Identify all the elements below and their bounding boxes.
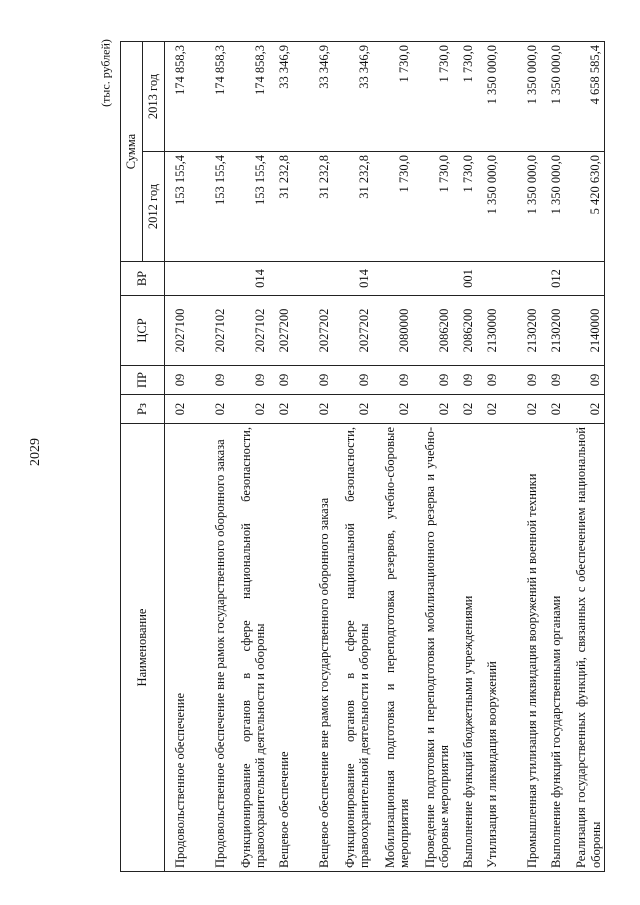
row-2013: 174 858,3 (189, 42, 229, 152)
header-2013: 2013 год (143, 42, 165, 152)
row-2013: 1 350 000,0 (477, 42, 501, 152)
row-rz: 02 (165, 395, 189, 424)
row-csr: 2027102 (189, 296, 229, 366)
row-name: Проведение подготовки и переподготовки мобилизационного резерва и учебно-сборовые мероприятия (413, 424, 453, 872)
units-label: (тыс. рублей) (98, 39, 113, 107)
table-row (165, 42, 189, 872)
table-row (501, 42, 541, 872)
row-pr: 09 (565, 366, 605, 395)
row-rz: 02 (453, 395, 477, 424)
row-pr: 09 (229, 366, 269, 395)
row-pr: 09 (453, 366, 477, 395)
table-row (333, 42, 373, 872)
row-2013: 1 730,0 (373, 42, 413, 152)
row-vr (373, 262, 413, 296)
row-vr (293, 262, 333, 296)
row-csr: 2027202 (293, 296, 333, 366)
row-pr: 09 (165, 366, 189, 395)
row-2012: 1 730,0 (453, 152, 477, 262)
row-rz: 02 (189, 395, 229, 424)
row-rz: 02 (565, 395, 605, 424)
header-csr: ЦСР (121, 296, 165, 366)
budget-table (120, 41, 605, 872)
row-2012: 31 232,8 (269, 152, 293, 262)
row-rz: 02 (413, 395, 453, 424)
row-rz: 02 (293, 395, 333, 424)
row-name: Продовольственное обеспечение вне рамок государственного оборонного заказа (189, 424, 229, 872)
row-pr: 09 (373, 366, 413, 395)
row-csr: 2130000 (477, 296, 501, 366)
table-row (453, 42, 477, 872)
row-pr: 09 (269, 366, 293, 395)
row-vr (501, 262, 541, 296)
row-2013: 174 858,3 (229, 42, 269, 152)
row-name: Вещевое обеспечение вне рамок государственного оборонного заказа (293, 424, 333, 872)
row-2013: 174 858,3 (165, 42, 189, 152)
row-vr (269, 262, 293, 296)
row-vr: 014 (229, 262, 269, 296)
row-2012: 31 232,8 (293, 152, 333, 262)
row-2012: 153 155,4 (189, 152, 229, 262)
row-2013: 1 350 000,0 (541, 42, 565, 152)
row-vr (413, 262, 453, 296)
row-2012: 31 232,8 (333, 152, 373, 262)
row-2012: 1 350 000,0 (477, 152, 501, 262)
page-number: 2029 (28, 438, 43, 466)
row-name: Вещевое обеспечение (269, 424, 293, 872)
header-pr: ПР (121, 366, 165, 395)
row-pr: 09 (333, 366, 373, 395)
row-rz: 02 (541, 395, 565, 424)
row-name: Утилизация и ликвидация вооружений (477, 424, 501, 872)
row-name: Продовольственное обеспечение (165, 424, 189, 872)
row-vr: 012 (541, 262, 565, 296)
row-2013: 33 346,9 (333, 42, 373, 152)
row-rz: 02 (269, 395, 293, 424)
row-2012: 1 730,0 (413, 152, 453, 262)
row-pr: 09 (541, 366, 565, 395)
row-vr (189, 262, 229, 296)
row-name: Функционирование органов в сфере национальной безопасности, правоохранительной деятельности и обороны (229, 424, 269, 872)
row-name: Промышленная утилизация и ликвидация вооружений и военной техники (501, 424, 541, 872)
header-rz: Рз (121, 395, 165, 424)
row-2013: 1 730,0 (453, 42, 477, 152)
table-row (229, 42, 269, 872)
row-vr (477, 262, 501, 296)
row-csr: 2027202 (333, 296, 373, 366)
row-csr: 2140000 (565, 296, 605, 366)
row-2013: 1 350 000,0 (501, 42, 541, 152)
row-rz: 02 (229, 395, 269, 424)
row-pr: 09 (189, 366, 229, 395)
table-row (189, 42, 229, 872)
row-name: Выполнение функций государственными органами (541, 424, 565, 872)
row-2012: 5 420 630,0 (565, 152, 605, 262)
row-2013: 4 658 585,4 (565, 42, 605, 152)
row-2012: 1 350 000,0 (541, 152, 565, 262)
row-csr: 2086200 (453, 296, 477, 366)
row-2013: 1 730,0 (413, 42, 453, 152)
row-rz: 02 (477, 395, 501, 424)
table-row (373, 42, 413, 872)
table-row (269, 42, 293, 872)
row-2013: 33 346,9 (269, 42, 293, 152)
row-csr: 2080000 (373, 296, 413, 366)
table-row (293, 42, 333, 872)
row-rz: 02 (373, 395, 413, 424)
row-csr: 2027102 (229, 296, 269, 366)
header-name: Наименование (121, 424, 165, 872)
row-2013: 33 346,9 (293, 42, 333, 152)
table-row (541, 42, 565, 872)
row-csr: 2027200 (269, 296, 293, 366)
row-csr: 2130200 (501, 296, 541, 366)
row-vr: 001 (453, 262, 477, 296)
header-vr: ВР (121, 262, 165, 296)
table-row (413, 42, 453, 872)
budget-table-container (120, 42, 603, 872)
row-2012: 153 155,4 (229, 152, 269, 262)
row-csr: 2027100 (165, 296, 189, 366)
header-sum: Сумма (121, 42, 143, 262)
row-pr: 09 (477, 366, 501, 395)
row-2012: 1 730,0 (373, 152, 413, 262)
row-rz: 02 (501, 395, 541, 424)
row-csr: 2086200 (413, 296, 453, 366)
row-vr (565, 262, 605, 296)
row-vr: 014 (333, 262, 373, 296)
row-pr: 09 (501, 366, 541, 395)
row-name: Функционирование органов в сфере национальной безопасности, правоохранительной деятельности и обороны (333, 424, 373, 872)
table-row (477, 42, 501, 872)
row-pr: 09 (413, 366, 453, 395)
row-rz: 02 (333, 395, 373, 424)
table-row (565, 42, 605, 872)
row-vr (165, 262, 189, 296)
row-2012: 153 155,4 (165, 152, 189, 262)
row-name: Реализация государственных функций, связанных с обеспечением национальной обороны (565, 424, 605, 872)
header-2012: 2012 год (143, 152, 165, 262)
row-csr: 2130200 (541, 296, 565, 366)
row-pr: 09 (293, 366, 333, 395)
row-name: Выполнение функций бюджетными учреждениями (453, 424, 477, 872)
row-2012: 1 350 000,0 (501, 152, 541, 262)
row-name: Мобилизационная подготовка и переподготовка резервов, учебно-сборовые мероприятия (373, 424, 413, 872)
